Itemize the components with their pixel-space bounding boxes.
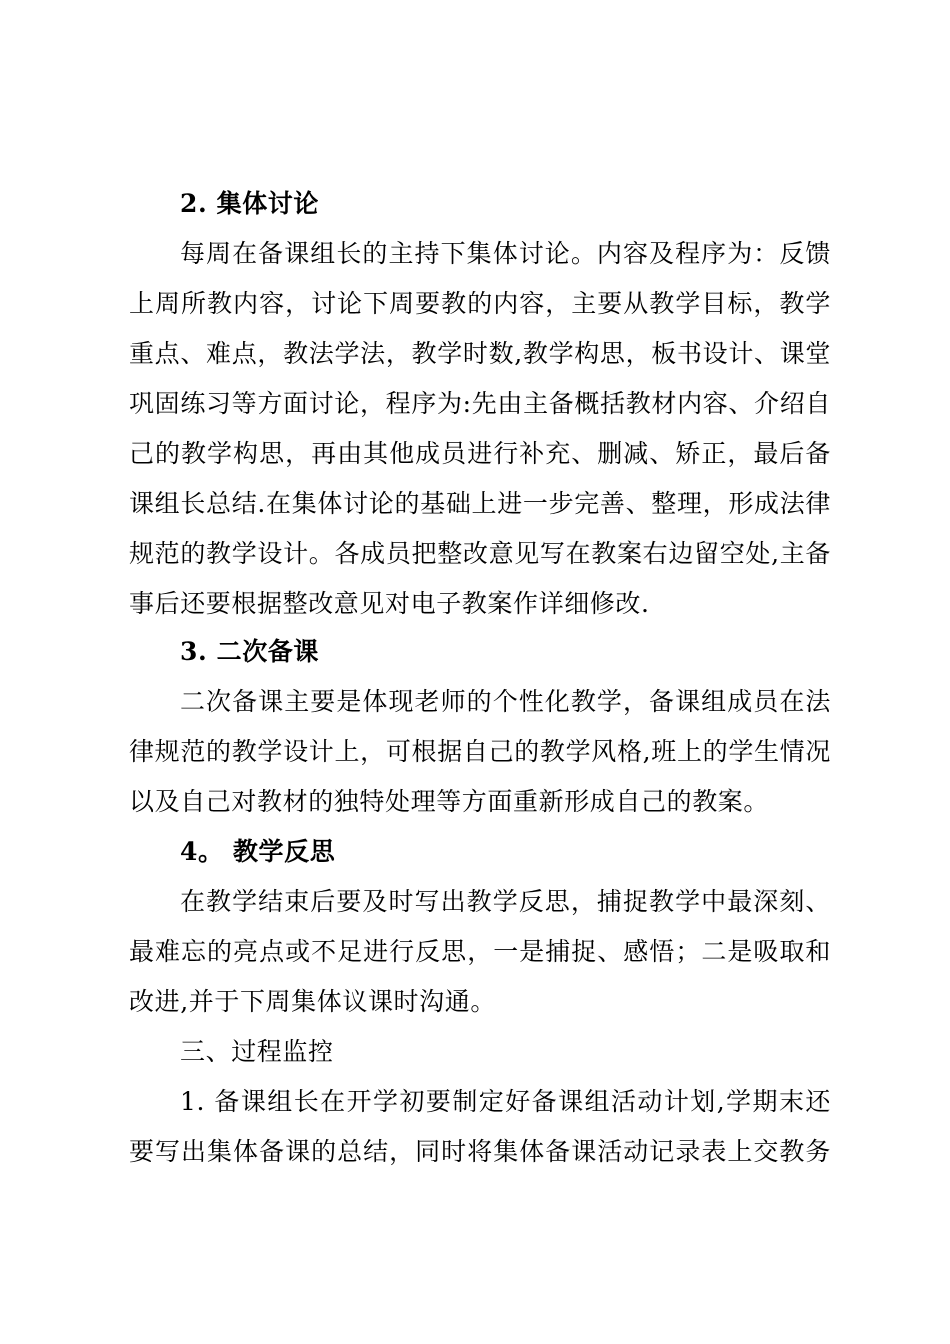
paragraph-line: 规范的教学设计。各成员把整改意见写在教案右边留空处,主备 <box>129 539 831 568</box>
paragraph-line: 在教学结束后要及时写出教学反思，捕捉教学中最深刻、 <box>180 887 831 916</box>
paragraph-line: 以及自己对教材的独特处理等方面重新形成自己的教案。 <box>129 787 770 816</box>
paragraph-line: 己的教学构思，再由其他成员进行补充、删减、矫正，最后备 <box>129 439 831 468</box>
paragraph-line: 改进,并于下周集体议课时沟通。 <box>129 987 496 1016</box>
paragraph-line: 二次备课主要是体现老师的个性化教学，备课组成员在法 <box>180 687 831 716</box>
paragraph-line: 每周在备课组长的主持下集体讨论。内容及程序为：反馈 <box>180 239 831 268</box>
paragraph-line: 事后还要根据整改意见对电子教案作详细修改. <box>129 589 650 618</box>
paragraph-line: 要写出集体备课的总结，同时将集体备课活动记录表上交教务 <box>129 1137 831 1166</box>
paragraph-line: 巩固练习等方面讨论，程序为:先由主备概括教材内容、介绍自 <box>129 389 831 418</box>
paragraph-line: 上周所教内容，讨论下周要教的内容，主要从教学目标，教学 <box>129 289 831 318</box>
paragraph-line: 1. 备课组长在开学初要制定好备课组活动计划,学期末还 <box>180 1087 831 1116</box>
paragraph-line: 重点、难点，教法学法，教学时数,教学构思，板书设计、课堂 <box>129 339 831 368</box>
paragraph-line: 最难忘的亮点或不足进行反思，一是捕捉、感悟；二是吸取和 <box>129 937 831 966</box>
section-heading-3: 3. 二次备课 <box>180 637 320 666</box>
section-heading-process-monitoring: 三、过程监控 <box>180 1037 334 1066</box>
paragraph-line: 课组长总结.在集体讨论的基础上进一步完善、整理，形成法律 <box>129 489 831 518</box>
section-heading-4: 4。 教学反思 <box>180 837 336 866</box>
paragraph-line: 律规范的教学设计上，可根据自己的教学风格,班上的学生情况 <box>129 737 831 766</box>
section-heading-2: 2. 集体讨论 <box>180 189 320 218</box>
